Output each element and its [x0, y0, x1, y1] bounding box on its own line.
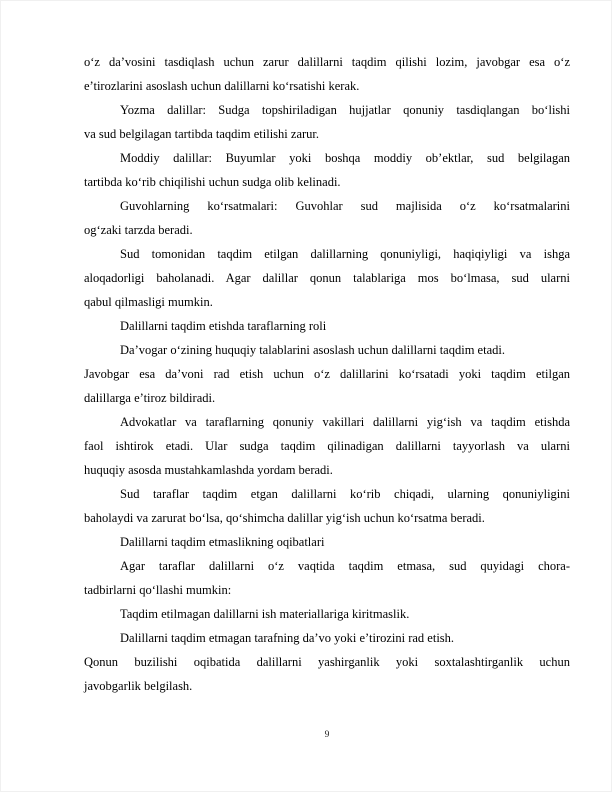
- text-line: va sud belgilagan tartibda taqdim etilishi zarur.: [84, 127, 320, 141]
- text-line: dalillarga e’tiroz bildiradi.: [84, 391, 216, 405]
- text-line: og‘zaki tarzda beradi.: [84, 223, 193, 237]
- text-line: aloqadorligi baholanadi. Agar dalillar qonun talablariga mos bo‘lmasa, sud ularni: [84, 271, 570, 285]
- text-line: baholaydi va zarurat bo‘lsa, qo‘shimcha dalillar yig‘ish uchun ko‘rsatma beradi.: [84, 511, 485, 525]
- text-line: Advokatlar va taraflarning qonuniy vakillari dalillarni yig‘ish va taqdim etishda: [120, 415, 570, 429]
- text-line: o‘z da’vosini tasdiqlash uchun zarur dalillarni taqdim qilishi lozim, javobgar esa o‘z: [84, 55, 570, 69]
- page-number: 9: [324, 730, 330, 740]
- text-line: Moddiy dalillar: Buyumlar yoki boshqa moddiy ob’ektlar, sud belgilagan: [120, 151, 570, 165]
- text-line: e’tirozlarini asoslash uchun dalillarni ko‘rsatishi kerak.: [84, 79, 360, 93]
- text-line: Agar taraflar dalillarni o‘z vaqtida taqdim etmasa, sud quyidagi chora-: [120, 559, 570, 573]
- text-line: qabul qilmasligi mumkin.: [84, 295, 213, 309]
- text-line: Sud taraflar taqdim etgan dalillarni ko‘rib chiqadi, ularning qonuniyligini: [120, 487, 570, 501]
- text-line: tartibda ko‘rib chiqilishi uchun sudga olib kelinadi.: [84, 175, 341, 189]
- text-line: javobgarlik belgilash.: [84, 679, 193, 693]
- text-line: Javobgar esa da’voni rad etish uchun o‘z dalillarini ko‘rsatadi yoki taqdim etilgan: [84, 367, 570, 381]
- text-line: Taqdim etilmagan dalillarni ish materiallariga kiritmaslik.: [120, 607, 410, 621]
- text-line: Dalillarni taqdim etmaslikning oqibatlari: [120, 535, 325, 549]
- text-line: huquqiy asosda mustahkamlashda yordam beradi.: [84, 463, 333, 477]
- text-line: Guvohlarning ko‘rsatmalari: Guvohlar sud majlisida o‘z ko‘rsatmalarini: [120, 199, 570, 213]
- text-line: Da’vogar o‘zining huquqiy talablarini asoslash uchun dalillarni taqdim etadi.: [120, 343, 505, 357]
- text-line: tadbirlarni qo‘llashi mumkin:: [84, 583, 232, 597]
- text-line: Sud tomonidan taqdim etilgan dalillarning qonuniyligi, haqiqiyligi va ishga: [120, 247, 570, 261]
- text-line: faol ishtirok etadi. Ular sudga taqdim qilinadigan dalillarni tayyorlash va ularni: [84, 439, 570, 453]
- text-line: Yozma dalillar: Sudga topshiriladigan hujjatlar qonuniy tasdiqlangan bo‘lishi: [120, 103, 570, 117]
- text-line: Qonun buzilishi oqibatida dalillarni yashirganlik yoki soxtalashtirganlik uchun: [84, 655, 570, 669]
- text-block: [84, 50, 570, 698]
- text-line: Dalillarni taqdim etishda taraflarning roli: [120, 319, 327, 333]
- text-line: Dalillarni taqdim etmagan tarafning da’vo yoki e’tirozini rad etish.: [120, 631, 455, 645]
